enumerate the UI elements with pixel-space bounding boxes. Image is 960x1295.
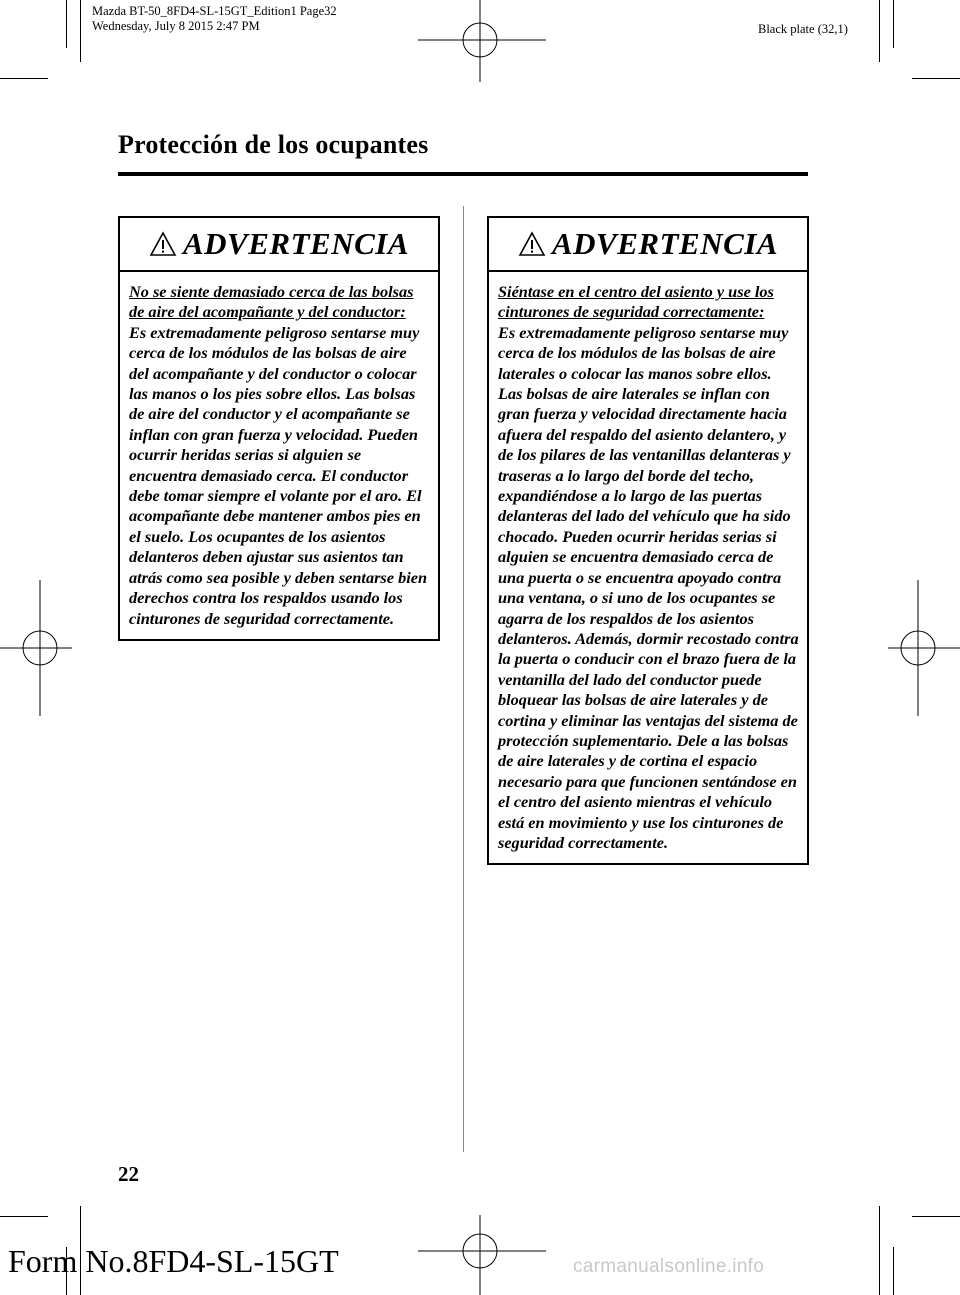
crop-mark-icon <box>912 78 960 79</box>
warning-triangle-icon <box>149 231 177 257</box>
print-date-line: Wednesday, July 8 2015 2:47 PM <box>92 19 260 33</box>
warning-subtitle: No se siente demasiado cerca de las bolsas de aire del acompañante y del conductor: <box>129 282 414 322</box>
form-number: Form No.8FD4-SL-15GT <box>8 1243 339 1279</box>
warning-body <box>120 272 438 639</box>
warning-subtitle: Siéntase en el centro del asiento y use los cinturones de seguridad correctamente: <box>498 282 774 322</box>
crop-mark-icon <box>80 0 81 62</box>
plate-label: Black plate (32,1) <box>758 22 848 36</box>
registration-mark-icon <box>0 580 72 716</box>
warning-box-side-airbags <box>487 216 809 865</box>
print-header <box>92 4 337 34</box>
crop-mark-icon <box>893 1247 894 1295</box>
registration-mark-icon <box>418 1215 546 1295</box>
crop-mark-icon <box>893 0 894 48</box>
crop-mark-icon <box>0 1216 48 1217</box>
warning-triangle-icon <box>518 231 546 257</box>
crop-mark-icon <box>912 1216 960 1217</box>
print-file-line: Mazda BT-50_8FD4-SL-15GT_Edition1 Page32 <box>92 4 337 18</box>
column-divider <box>463 206 464 1152</box>
warning-box-front-airbags <box>118 216 440 641</box>
page-title: Protección de los ocupantes <box>118 130 429 159</box>
crop-mark-icon <box>879 0 880 62</box>
warning-heading: ADVERTENCIA <box>182 226 409 261</box>
warning-header <box>489 218 807 272</box>
warning-text: Es extremadamente peligroso sentarse muy cerca de los módulos de las bolsas de aire del acompañante y del conductor o colocar las manos o los pies sobre ellos. Las bolsas de aire del conductor y el acompañante se inflan con gran fuerza y velocidad. Pueden ocurrir heridas serias si alguien se encuentra demasiado cerca. El conductor debe tomar siempre el volante por el aro. El acompañante debe mantener ambos pies en el suelo. Los ocupantes de los asientos delanteros deben ajustar sus asientos tan atrás como sea posible y deben sentarse bien derechos contra los respaldos usando los cinturones de seguridad correctamente. <box>129 322 428 628</box>
warning-body <box>489 272 807 863</box>
watermark: carmanualsonline.info <box>573 1256 765 1277</box>
crop-mark-icon <box>879 1206 880 1295</box>
warning-heading: ADVERTENCIA <box>551 226 778 261</box>
registration-mark-icon <box>418 0 546 82</box>
crop-mark-icon <box>0 78 48 79</box>
registration-mark-icon <box>888 580 960 716</box>
page-number: 22 <box>118 1162 139 1186</box>
warning-header <box>120 218 438 272</box>
warning-text: Es extremadamente peligroso sentarse muy cerca de los módulos de las bolsas de aire laterales o colocar las manos sobre ellos. Las bolsas de aire laterales se inflan con gran fuerza y velocidad directamente hacia afuera del respaldo del asiento delantero, y de los pilares de las ventanillas delanteras y traseras a lo largo del borde del techo, expandiéndose a lo largo de las puertas delanteras del lado del vehículo que ha sido chocado. Pueden ocurrir heridas serias si alguien se encuentra demasiado cerca de una puerta o se encuentra apoyado contra una ventana, o si uno de los ocupantes se agarra de los respaldos de los asientos delanteros. Además, dormir recostado contra la puerta o conducir con el brazo fuera de la ventanilla del lado del conductor puede bloquear las bolsas de aire laterales y de cortina y eliminar las ventajas del sistema de protección suplementario. Dele a las bolsas de aire laterales y de cortina el espacio necesario para que funcionen sentándose en el centro del asiento mientras el vehículo está en movimiento y use los cinturones de seguridad correctamente. <box>498 322 799 852</box>
title-rule <box>118 172 808 176</box>
crop-mark-icon <box>66 0 67 48</box>
